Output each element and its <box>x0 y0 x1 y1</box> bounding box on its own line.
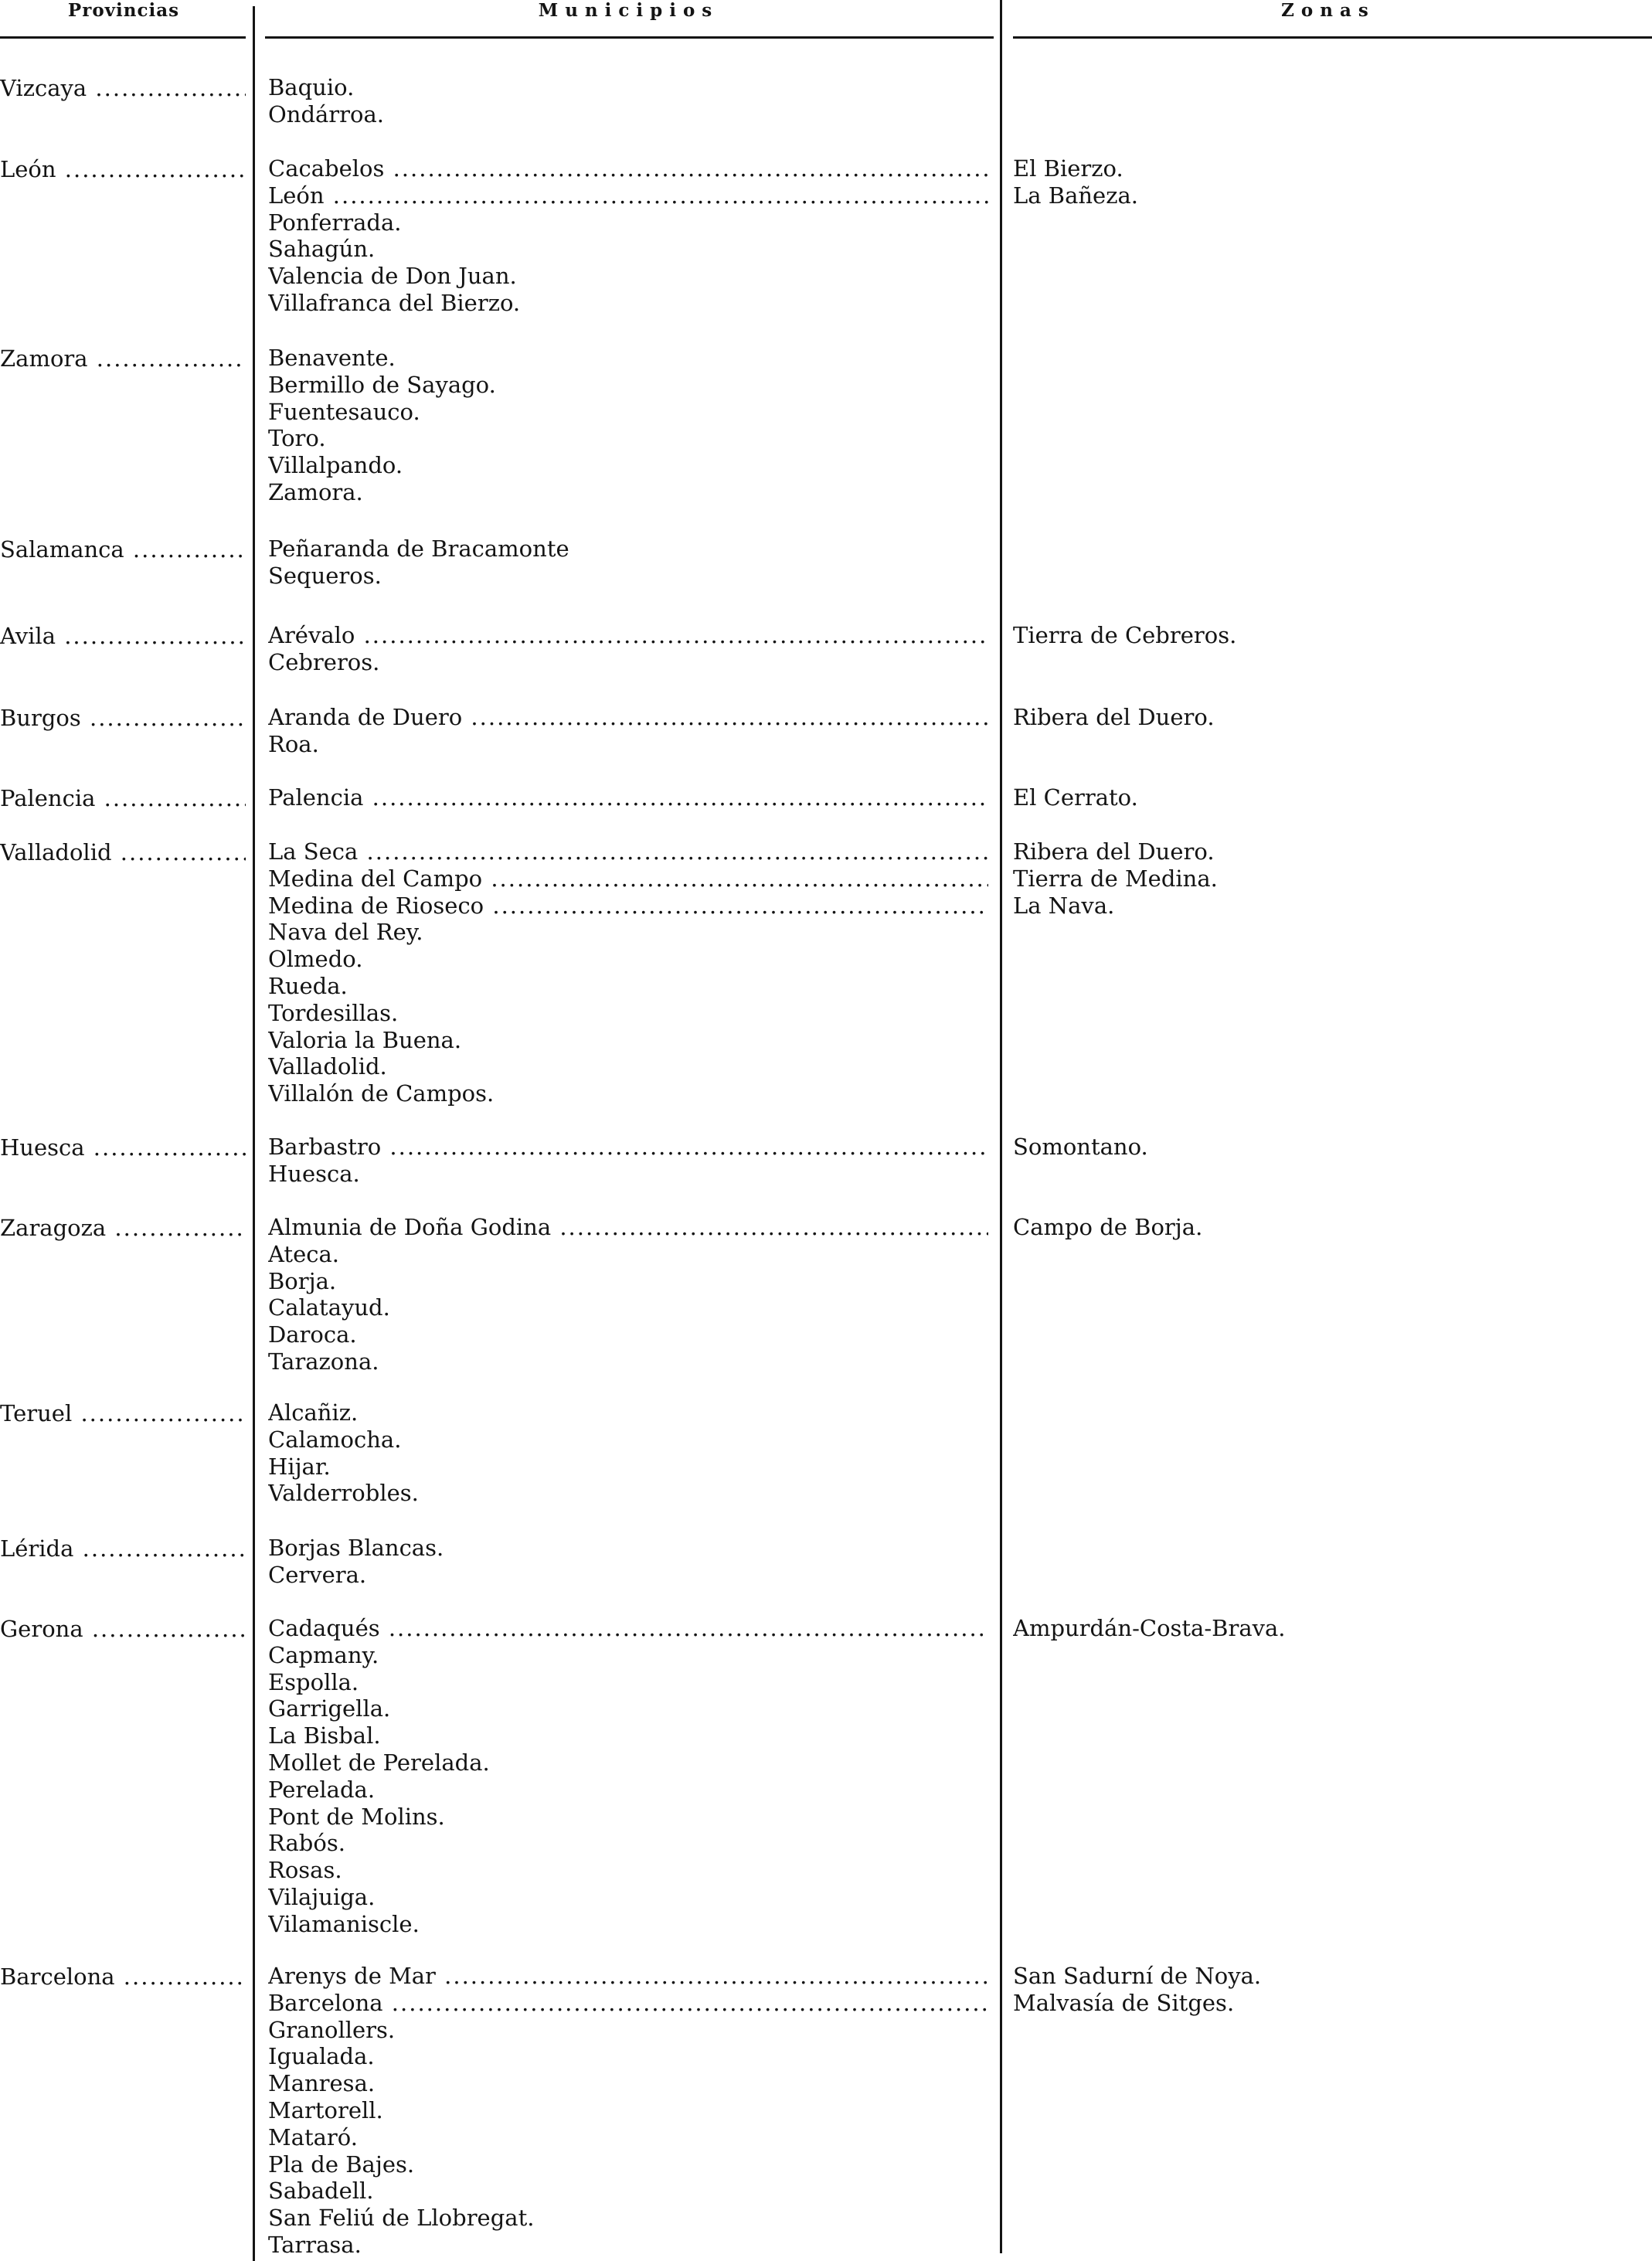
provincia-cell: Vizcaya ..... <box>0 74 246 102</box>
municipio-item: Sabadell. <box>268 2178 374 2205</box>
municipios-list <box>268 155 988 317</box>
municipio-item: Villafranca del Bierzo. <box>268 289 521 316</box>
zonas-list <box>1013 838 1647 919</box>
municipio-item: Medina de Rioseco ..... <box>268 892 988 920</box>
municipio-item: Alcañiz. <box>268 1399 359 1426</box>
municipio-item: Rosas. <box>268 1857 342 1884</box>
municipio-item: Hijar. <box>268 1453 331 1480</box>
column-divider-left <box>253 6 255 2261</box>
municipios-list <box>268 536 988 590</box>
municipio-item: Martorell. <box>268 2096 383 2123</box>
municipio-item: San Feliú de Llobregat. <box>268 2205 535 2232</box>
municipio-item: Pla de Bajes. <box>268 2150 415 2178</box>
municipio-item: Almunia de Doña Godina ..... <box>268 1214 988 1241</box>
zona-item: El Bierzo. <box>1013 155 1123 182</box>
municipio-item: Tordesillas. <box>268 999 399 1026</box>
municipio-item: Villalpando. <box>268 452 403 479</box>
municipio-item: Cervera. <box>268 1561 367 1588</box>
zona-item: El Cerrato. <box>1013 784 1138 811</box>
municipio-item: León ..... <box>268 182 988 209</box>
municipio-item: Benavente. <box>268 345 396 371</box>
provincia-cell: León ..... <box>0 155 246 183</box>
municipios-list <box>268 1963 988 2259</box>
municipios-list <box>268 1615 988 1938</box>
municipio-item: Granollers. <box>268 2016 396 2043</box>
provincia-cell: Burgos ..... <box>0 704 246 732</box>
municipios-list <box>268 1134 988 1188</box>
municipios-list <box>268 74 988 128</box>
provincia-cell: Huesca ..... <box>0 1134 246 1161</box>
provincia-cell: Avila ..... <box>0 622 246 650</box>
provincia-cell: Barcelona ..... <box>0 1963 246 1991</box>
municipio-item: Garrigella. <box>268 1695 391 1722</box>
header-rule-provincias <box>0 36 246 39</box>
municipio-item: Sequeros. <box>268 562 382 589</box>
municipios-list <box>268 345 988 506</box>
municipio-item: Arenys de Mar ..... <box>268 1963 988 1990</box>
municipio-item: Villalón de Campos. <box>268 1080 495 1107</box>
municipio-item: Capmany. <box>268 1641 379 1668</box>
header-rule-municipios <box>265 36 994 39</box>
municipio-item: Daroca. <box>268 1321 357 1348</box>
municipio-item: Pont de Molins. <box>268 1803 445 1830</box>
municipio-item: La Seca ..... <box>268 838 988 865</box>
municipio-item: Sahagún. <box>268 236 376 263</box>
zonas-list <box>1013 1963 1647 2017</box>
zona-item: San Sadurní de Noya. <box>1013 1963 1262 1989</box>
municipio-item: Barcelona ..... <box>268 1990 988 2017</box>
zonas-list <box>1013 622 1647 649</box>
zona-item: La Bañeza. <box>1013 182 1138 209</box>
zona-item: Tierra de Medina. <box>1013 865 1218 892</box>
municipio-item: Vilamaniscle. <box>268 1910 420 1937</box>
municipio-item: Roa. <box>268 730 319 757</box>
municipio-item: Mollet de Perelada. <box>268 1749 490 1776</box>
municipio-item: Cadaqués ..... <box>268 1615 988 1642</box>
column-divider-right <box>1000 0 1002 2253</box>
zona-item: Campo de Borja. <box>1013 1214 1203 1240</box>
provincia-cell: Salamanca ..... <box>0 536 246 563</box>
zona-item: La Nava. <box>1013 892 1115 919</box>
zonas-list <box>1013 1214 1647 1241</box>
municipio-item: Valderrobles. <box>268 1480 419 1507</box>
municipio-item: Ateca. <box>268 1240 339 1267</box>
header-rule-zonas <box>1013 36 1652 39</box>
municipios-list <box>268 622 988 676</box>
header-zonas: Zonas <box>1281 0 1375 21</box>
zona-item: Ribera del Duero. <box>1013 704 1215 730</box>
municipios-list <box>268 1399 988 1507</box>
municipio-item: Valencia de Don Juan. <box>268 263 517 290</box>
municipio-item: Huesca. <box>268 1160 360 1187</box>
municipio-item: Borjas Blancas. <box>268 1535 444 1561</box>
municipio-item: Calatayud. <box>268 1294 390 1321</box>
municipio-item: Calamocha. <box>268 1426 402 1453</box>
municipio-item: Vilajuiga. <box>268 1883 376 1910</box>
municipio-item: Valoria la Buena. <box>268 1026 462 1053</box>
header-municipios: Municipios <box>538 0 719 21</box>
municipio-item: Baquio. <box>268 74 355 100</box>
municipio-item: Ponferrada. <box>268 209 402 236</box>
zona-item: Tierra de Cebreros. <box>1013 622 1237 648</box>
zona-item: Ampurdán-Costa-Brava. <box>1013 1615 1286 1641</box>
municipio-item: Borja. <box>268 1267 337 1294</box>
municipio-item: Rueda. <box>268 972 348 999</box>
municipios-list <box>268 1535 988 1589</box>
municipio-item: Igualada. <box>268 2043 375 2070</box>
provincia-cell: Zaragoza ..... <box>0 1214 246 1242</box>
municipio-item: Palencia ..... <box>268 784 988 811</box>
zonas-list <box>1013 784 1647 811</box>
municipios-list <box>268 838 988 1107</box>
municipio-item: Barbastro ..... <box>268 1134 988 1161</box>
municipio-item: Perelada. <box>268 1776 376 1803</box>
municipio-item: Cebreros. <box>268 648 380 675</box>
provincia-cell: Zamora ..... <box>0 345 246 372</box>
municipio-item: Valladolid. <box>268 1053 387 1080</box>
municipio-item: Toro. <box>268 425 326 452</box>
provincia-cell: Valladolid ..... <box>0 838 246 866</box>
zonas-list <box>1013 155 1647 209</box>
municipio-item: Manresa. <box>268 2070 376 2097</box>
municipio-item: Ondárroa. <box>268 100 384 128</box>
zonas-list <box>1013 1615 1647 1642</box>
municipio-item: Olmedo. <box>268 946 363 973</box>
zona-item: Malvasía de Sitges. <box>1013 1989 1235 2016</box>
municipio-item: Nava del Rey. <box>268 919 423 946</box>
zona-item: Ribera del Duero. <box>1013 838 1215 865</box>
provincia-cell: Teruel ..... <box>0 1399 246 1427</box>
municipios-list <box>268 784 988 811</box>
provincia-cell: Lérida ..... <box>0 1535 246 1562</box>
zonas-list <box>1013 1134 1647 1161</box>
municipio-item: Medina del Campo ..... <box>268 865 988 892</box>
provincia-cell: Gerona ..... <box>0 1615 246 1643</box>
municipio-item: Tarazona. <box>268 1348 379 1375</box>
municipio-item: Zamora. <box>268 478 363 505</box>
municipios-list <box>268 704 988 758</box>
municipio-item: Espolla. <box>268 1668 359 1695</box>
municipio-item: Rabós. <box>268 1830 345 1857</box>
municipio-item: Aranda de Duero ..... <box>268 704 988 731</box>
municipio-item: Bermillo de Sayago. <box>268 371 496 398</box>
municipio-item: Mataró. <box>268 2123 358 2150</box>
municipio-item: La Bisbal. <box>268 1722 381 1749</box>
municipio-item: Cacabelos ..... <box>268 155 988 182</box>
municipios-list <box>268 1214 988 1375</box>
municipio-item: Fuentesauco. <box>268 398 420 425</box>
municipio-item: Tarrasa. <box>268 2231 362 2258</box>
provincia-cell: Palencia ..... <box>0 784 246 812</box>
municipio-item: Arévalo ..... <box>268 622 988 649</box>
header-provincias: Provincias <box>67 0 180 21</box>
zonas-list <box>1013 704 1647 731</box>
zona-item: Somontano. <box>1013 1134 1148 1160</box>
municipio-item: Peñaranda de Bracamonte <box>268 536 569 562</box>
